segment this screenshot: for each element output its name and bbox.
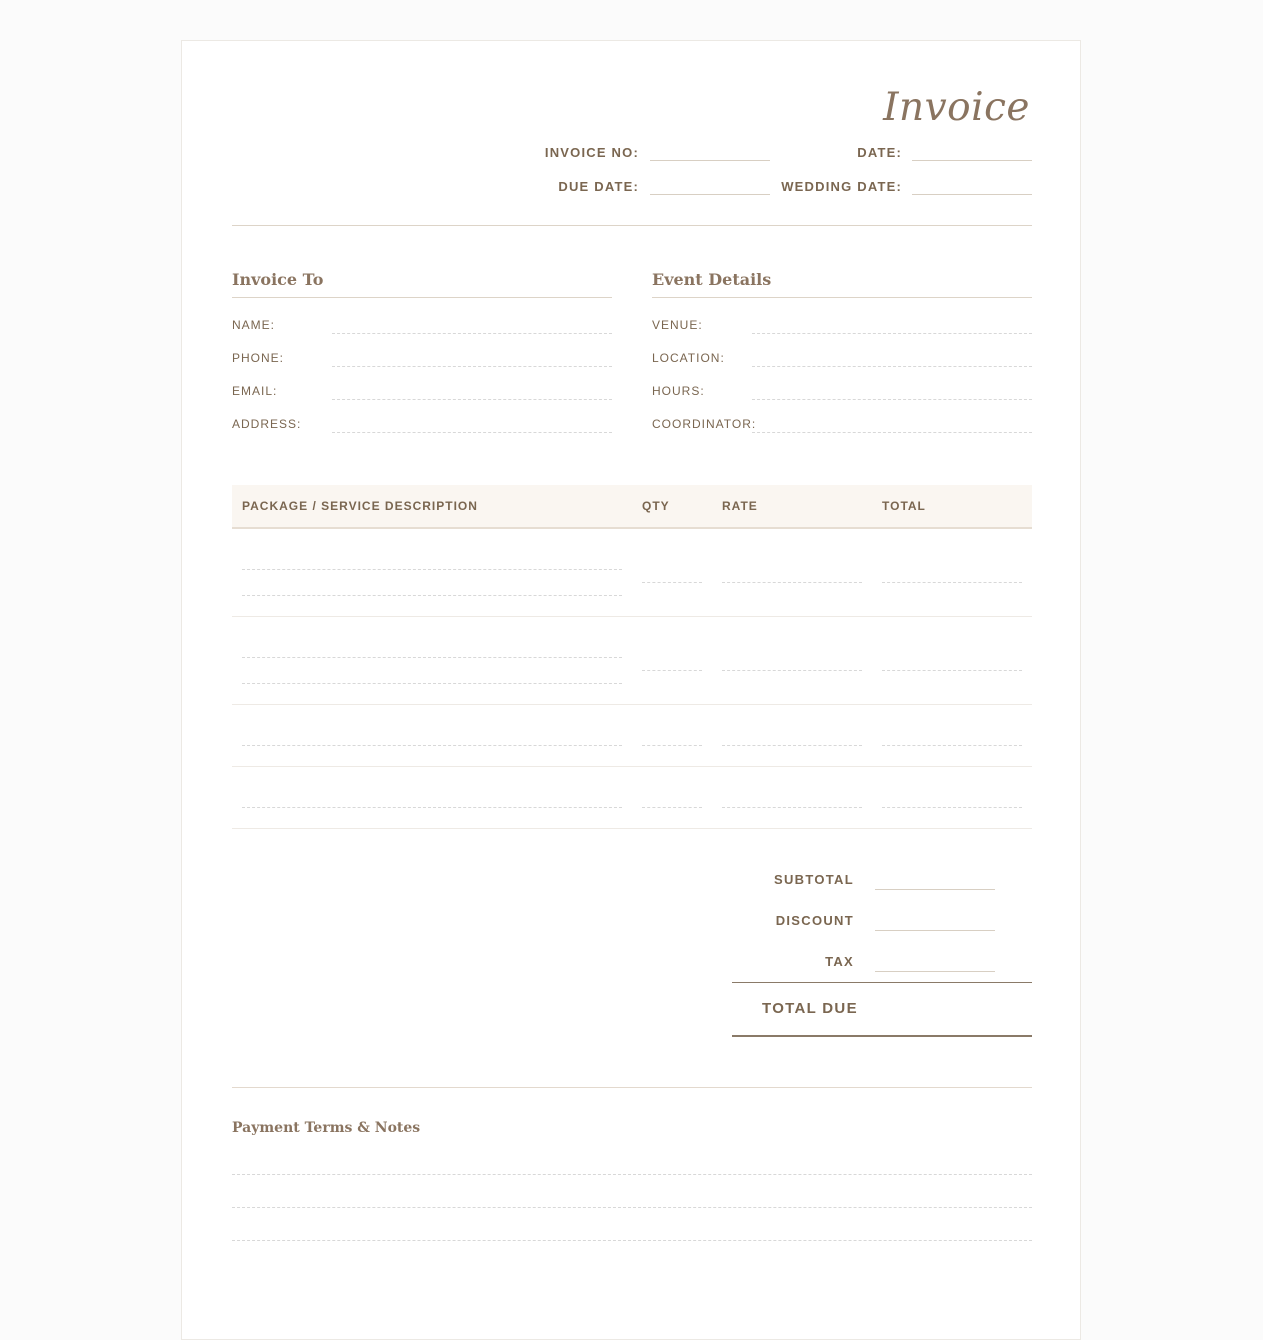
- row1-description-line2[interactable]: [242, 595, 622, 596]
- notes-line-3[interactable]: [232, 1240, 1032, 1241]
- invoice-title: Invoice: [883, 85, 1030, 130]
- subtotal-label: SUBTOTAL: [774, 872, 854, 887]
- row-separator: [232, 616, 1032, 617]
- event-details-heading: Event Details: [652, 270, 772, 289]
- header-divider: [232, 225, 1032, 226]
- row2-description-line1[interactable]: [242, 657, 622, 658]
- row-separator: [232, 766, 1032, 767]
- address-field[interactable]: [332, 432, 612, 433]
- due-date-label: DUE DATE:: [558, 179, 639, 194]
- row-separator: [232, 828, 1032, 829]
- table-header: [232, 485, 1032, 529]
- total-top-rule: [732, 982, 1032, 983]
- name-field[interactable]: [332, 333, 612, 334]
- notes-line-2[interactable]: [232, 1207, 1032, 1208]
- discount-label: DISCOUNT: [775, 913, 854, 928]
- due-date-field[interactable]: [650, 194, 770, 195]
- row1-total[interactable]: [882, 582, 1022, 583]
- invoice-page: [181, 40, 1081, 1340]
- location-label: LOCATION:: [652, 351, 725, 365]
- row3-description[interactable]: [242, 745, 622, 746]
- notes-line-1[interactable]: [232, 1174, 1032, 1175]
- coordinator-field[interactable]: [752, 432, 1032, 433]
- location-field[interactable]: [752, 366, 1032, 367]
- invoice-to-divider: [232, 297, 612, 298]
- tax-label: TAX: [825, 954, 854, 969]
- row4-total[interactable]: [882, 807, 1022, 808]
- col-description-header: PACKAGE / SERVICE DESCRIPTION: [242, 499, 478, 513]
- row1-qty[interactable]: [642, 582, 702, 583]
- row4-rate[interactable]: [722, 807, 862, 808]
- invoice-no-label: INVOICE NO:: [544, 145, 639, 160]
- row1-rate[interactable]: [722, 582, 862, 583]
- notes-divider: [232, 1087, 1032, 1088]
- row2-total[interactable]: [882, 670, 1022, 671]
- discount-field[interactable]: [875, 930, 995, 931]
- wedding-date-label: WEDDING DATE:: [781, 179, 902, 194]
- phone-field[interactable]: [332, 366, 612, 367]
- row2-qty[interactable]: [642, 670, 702, 671]
- row2-rate[interactable]: [722, 670, 862, 671]
- row4-description[interactable]: [242, 807, 622, 808]
- col-qty-header: QTY: [642, 499, 670, 513]
- row2-description-line2[interactable]: [242, 683, 622, 684]
- subtotal-field[interactable]: [875, 889, 995, 890]
- email-label: EMAIL:: [232, 384, 278, 398]
- invoice-to-heading: Invoice To: [232, 270, 324, 289]
- row4-qty[interactable]: [642, 807, 702, 808]
- total-bottom-rule: [732, 1035, 1032, 1037]
- coordinator-label: COORDINATOR:: [652, 417, 757, 431]
- email-field[interactable]: [332, 399, 612, 400]
- venue-field[interactable]: [752, 333, 1032, 334]
- row3-rate[interactable]: [722, 745, 862, 746]
- venue-label: VENUE:: [652, 318, 703, 332]
- tax-field[interactable]: [875, 971, 995, 972]
- payment-terms-heading: Payment Terms & Notes: [232, 1120, 421, 1136]
- row3-qty[interactable]: [642, 745, 702, 746]
- hours-label: HOURS:: [652, 384, 705, 398]
- row1-description-line1[interactable]: [242, 569, 622, 570]
- phone-label: PHONE:: [232, 351, 285, 365]
- wedding-date-field[interactable]: [912, 194, 1032, 195]
- row-separator: [232, 704, 1032, 705]
- col-total-header: TOTAL: [882, 499, 926, 513]
- date-field[interactable]: [912, 160, 1032, 161]
- name-label: NAME:: [232, 318, 276, 332]
- total-due-label: TOTAL DUE: [762, 1000, 858, 1017]
- event-details-divider: [652, 297, 1032, 298]
- date-label: DATE:: [857, 145, 902, 160]
- hours-field[interactable]: [752, 399, 1032, 400]
- row3-total[interactable]: [882, 745, 1022, 746]
- address-label: ADDRESS:: [232, 417, 302, 431]
- col-rate-header: RATE: [722, 499, 758, 513]
- invoice-no-field[interactable]: [650, 160, 770, 161]
